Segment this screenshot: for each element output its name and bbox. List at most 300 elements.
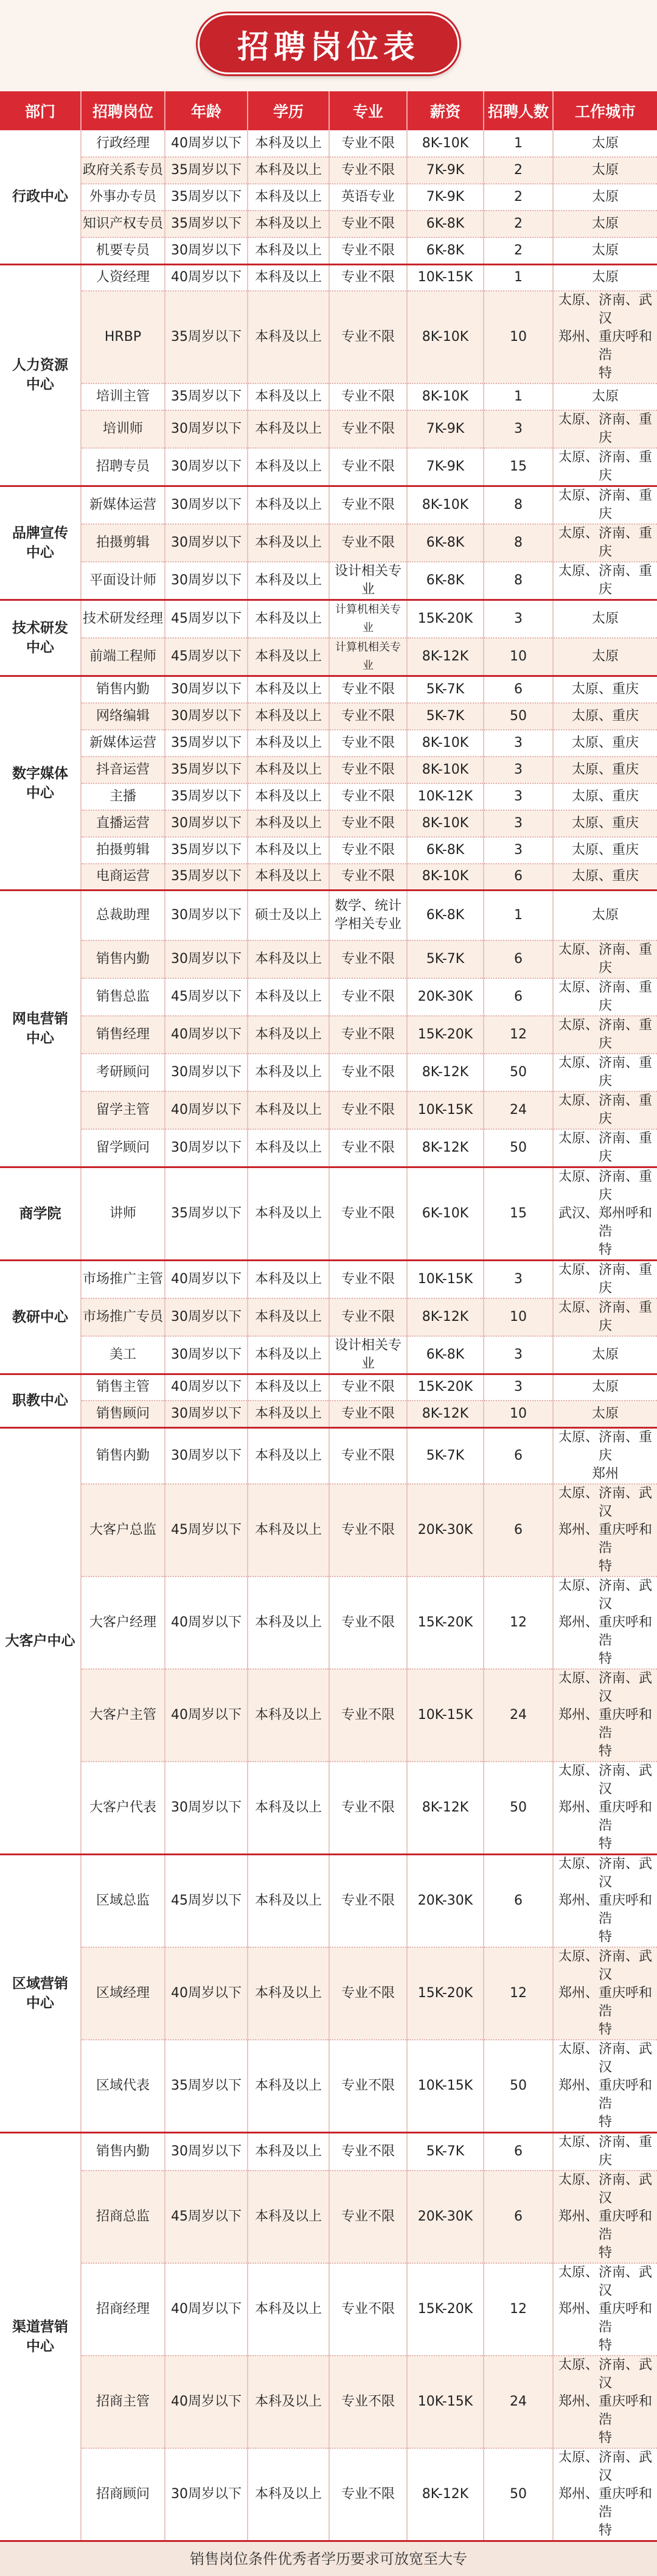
count-cell: 1 — [484, 891, 553, 940]
table-row — [0, 864, 657, 891]
page-title: 招聘岗位表 — [198, 13, 459, 74]
job-title-cell: 知识产权专员 — [81, 211, 165, 237]
education-cell: 本科及以上 — [248, 237, 329, 264]
count-cell: 10 — [484, 638, 553, 676]
major-cell: 专业不限 — [329, 211, 407, 237]
job-title-cell: 讲师 — [81, 1167, 165, 1260]
table-row — [0, 2171, 657, 2263]
major-cell: 设计相关专业 — [329, 1336, 407, 1374]
age-cell: 35周岁以下 — [165, 291, 248, 383]
major-cell: 专业不限 — [329, 1374, 407, 1401]
table-row — [0, 703, 657, 730]
age-cell: 40周岁以下 — [165, 1669, 248, 1762]
table-row — [0, 1762, 657, 1855]
count-cell: 6 — [484, 940, 553, 978]
job-title-cell: 销售主管 — [81, 1374, 165, 1401]
education-cell: 本科及以上 — [248, 600, 329, 639]
job-title-cell: 机要专员 — [81, 237, 165, 264]
salary-cell: 10K-15K — [407, 1091, 484, 1129]
count-cell: 6 — [484, 1484, 553, 1577]
salary-cell: 15K-20K — [407, 600, 484, 639]
education-cell: 本科及以上 — [248, 864, 329, 891]
major-cell: 专业不限 — [329, 264, 407, 291]
salary-cell: 10K-12K — [407, 783, 484, 810]
table-row — [0, 757, 657, 783]
education-cell: 本科及以上 — [248, 1336, 329, 1374]
city-cell: 太原 — [553, 891, 657, 940]
count-cell: 8 — [484, 486, 553, 525]
header-row — [0, 91, 657, 130]
job-title-cell: 区域经理 — [81, 1947, 165, 2040]
age-cell: 45周岁以下 — [165, 1854, 248, 1947]
education-cell: 本科及以上 — [248, 2171, 329, 2263]
salary-cell: 10K-15K — [407, 1669, 484, 1762]
job-title-cell: 拍摄剪辑 — [81, 524, 165, 562]
city-cell: 太原 — [553, 237, 657, 264]
city-cell: 太原、济南、武汉 郑州、重庆呼和浩 特 — [553, 2356, 657, 2448]
header-major: 专业 — [329, 91, 407, 130]
job-title-cell: 留学顾问 — [81, 1129, 165, 1167]
job-title-cell: 销售内勤 — [81, 1427, 165, 1484]
table-row — [0, 1016, 657, 1054]
age-cell: 40周岁以下 — [165, 1947, 248, 2040]
major-cell: 专业不限 — [329, 1427, 407, 1484]
count-cell: 6 — [484, 1427, 553, 1484]
city-cell: 太原、济南、重庆 — [553, 978, 657, 1016]
table-row — [0, 1167, 657, 1260]
age-cell: 35周岁以下 — [165, 211, 248, 237]
table-row — [0, 130, 657, 157]
education-cell: 硕士及以上 — [248, 891, 329, 940]
age-cell: 45周岁以下 — [165, 638, 248, 676]
age-cell: 30周岁以下 — [165, 237, 248, 264]
count-cell: 50 — [484, 703, 553, 730]
age-cell: 45周岁以下 — [165, 2171, 248, 2263]
major-cell: 专业不限 — [329, 2263, 407, 2356]
education-cell: 本科及以上 — [248, 1167, 329, 1260]
count-cell: 2 — [484, 211, 553, 237]
age-cell: 30周岁以下 — [165, 940, 248, 978]
education-cell: 本科及以上 — [248, 2448, 329, 2541]
major-cell: 专业不限 — [329, 1260, 407, 1298]
salary-cell: 6K-8K — [407, 562, 484, 600]
job-title-cell: 技术研发经理 — [81, 600, 165, 639]
education-cell: 本科及以上 — [248, 1669, 329, 1762]
major-cell: 专业不限 — [329, 1669, 407, 1762]
job-title-cell: 销售内勤 — [81, 2132, 165, 2171]
city-cell: 太原、济南、武汉 郑州、重庆呼和浩 特 — [553, 2448, 657, 2541]
education-cell: 本科及以上 — [248, 730, 329, 757]
table-row — [0, 1374, 657, 1401]
count-cell: 12 — [484, 1947, 553, 2040]
age-cell: 40周岁以下 — [165, 2356, 248, 2448]
header-salary: 薪资 — [407, 91, 484, 130]
city-cell: 太原 — [553, 1374, 657, 1401]
major-cell: 专业不限 — [329, 237, 407, 264]
job-title-cell: 考研顾问 — [81, 1054, 165, 1091]
major-cell: 专业不限 — [329, 940, 407, 978]
salary-cell: 7K-9K — [407, 410, 484, 448]
job-title-cell: 人资经理 — [81, 264, 165, 291]
city-cell: 太原、重庆 — [553, 730, 657, 757]
count-cell: 3 — [484, 1260, 553, 1298]
major-cell: 专业不限 — [329, 1091, 407, 1129]
age-cell: 30周岁以下 — [165, 2132, 248, 2171]
education-cell: 本科及以上 — [248, 1298, 329, 1336]
education-cell: 本科及以上 — [248, 184, 329, 211]
education-cell: 本科及以上 — [248, 2356, 329, 2448]
job-title-cell: 总裁助理 — [81, 891, 165, 940]
salary-cell: 6K-8K — [407, 237, 484, 264]
salary-cell: 10K-15K — [407, 2040, 484, 2133]
title-area — [0, 0, 657, 91]
salary-cell: 8K-10K — [407, 864, 484, 891]
major-cell: 专业不限 — [329, 1016, 407, 1054]
age-cell: 35周岁以下 — [165, 837, 248, 864]
job-title-cell: 培训主管 — [81, 383, 165, 410]
table-row — [0, 486, 657, 525]
salary-cell: 20K-30K — [407, 2171, 484, 2263]
salary-cell: 8K-10K — [407, 383, 484, 410]
count-cell: 10 — [484, 1401, 553, 1427]
salary-cell: 6K-8K — [407, 837, 484, 864]
job-title-cell: 区域总监 — [81, 1854, 165, 1947]
table-row — [0, 1054, 657, 1091]
age-cell: 30周岁以下 — [165, 2448, 248, 2541]
major-cell: 专业不限 — [329, 783, 407, 810]
education-cell: 本科及以上 — [248, 978, 329, 1016]
count-cell: 50 — [484, 1129, 553, 1167]
count-cell: 3 — [484, 810, 553, 837]
major-cell: 专业不限 — [329, 1854, 407, 1947]
salary-cell: 20K-30K — [407, 978, 484, 1016]
salary-cell: 7K-9K — [407, 157, 484, 184]
count-cell: 15 — [484, 1167, 553, 1260]
salary-cell: 8K-10K — [407, 291, 484, 383]
table-row — [0, 237, 657, 264]
age-cell: 35周岁以下 — [165, 864, 248, 891]
major-cell: 专业不限 — [329, 978, 407, 1016]
city-cell: 太原、济南、武汉 郑州、重庆呼和浩 特 — [553, 1762, 657, 1855]
salary-cell: 10K-15K — [407, 2356, 484, 2448]
age-cell: 30周岁以下 — [165, 676, 248, 703]
count-cell: 3 — [484, 410, 553, 448]
job-title-cell: 招商总监 — [81, 2171, 165, 2263]
major-cell: 专业不限 — [329, 1129, 407, 1167]
job-title-cell: 新媒体运营 — [81, 730, 165, 757]
department-cell: 网电营销 中心 — [0, 891, 81, 1167]
table-row — [0, 1484, 657, 1577]
job-title-cell: 招聘专员 — [81, 448, 165, 486]
city-cell: 太原、济南、重庆 — [553, 1091, 657, 1129]
education-cell: 本科及以上 — [248, 1054, 329, 1091]
table-row — [0, 600, 657, 639]
city-cell: 太原、济南、武汉 郑州、重庆呼和浩 特 — [553, 1669, 657, 1762]
job-title-cell: 电商运营 — [81, 864, 165, 891]
age-cell: 30周岁以下 — [165, 410, 248, 448]
count-cell: 6 — [484, 1854, 553, 1947]
job-title-cell: 拍摄剪辑 — [81, 837, 165, 864]
footer-note: 销售岗位条件优秀者学历要求可放宽至大专 — [0, 2542, 657, 2576]
city-cell: 太原 — [553, 638, 657, 676]
city-cell: 太原、济南、重庆 — [553, 1016, 657, 1054]
city-cell: 太原、济南、重庆 — [553, 410, 657, 448]
table-row — [0, 638, 657, 676]
count-cell: 24 — [484, 1669, 553, 1762]
department-cell: 职教中心 — [0, 1374, 81, 1427]
salary-cell: 20K-30K — [407, 1854, 484, 1947]
count-cell: 6 — [484, 864, 553, 891]
count-cell: 8 — [484, 524, 553, 562]
count-cell: 6 — [484, 676, 553, 703]
department-cell: 品牌宣传 中心 — [0, 486, 81, 600]
table-row — [0, 383, 657, 410]
age-cell: 40周岁以下 — [165, 1016, 248, 1054]
major-cell: 计算机相关专业 — [329, 600, 407, 639]
count-cell: 24 — [484, 1091, 553, 1129]
job-title-cell: 销售总监 — [81, 978, 165, 1016]
age-cell: 40周岁以下 — [165, 1374, 248, 1401]
header-job: 招聘岗位 — [81, 91, 165, 130]
education-cell: 本科及以上 — [248, 291, 329, 383]
education-cell: 本科及以上 — [248, 676, 329, 703]
header-city: 工作城市 — [553, 91, 657, 130]
major-cell: 专业不限 — [329, 730, 407, 757]
department-cell: 渠道营销 中心 — [0, 2132, 81, 2541]
salary-cell: 15K-20K — [407, 1016, 484, 1054]
education-cell: 本科及以上 — [248, 1260, 329, 1298]
age-cell: 40周岁以下 — [165, 130, 248, 157]
city-cell: 太原、济南、重庆 — [553, 524, 657, 562]
major-cell: 专业不限 — [329, 410, 407, 448]
count-cell: 12 — [484, 1016, 553, 1054]
major-cell: 专业不限 — [329, 2171, 407, 2263]
major-cell: 专业不限 — [329, 524, 407, 562]
city-cell: 太原 — [553, 600, 657, 639]
age-cell: 30周岁以下 — [165, 810, 248, 837]
age-cell: 45周岁以下 — [165, 1484, 248, 1577]
city-cell: 太原、重庆 — [553, 810, 657, 837]
city-cell: 太原、济南、武汉 郑州、重庆呼和浩 特 — [553, 1577, 657, 1669]
count-cell: 2 — [484, 184, 553, 211]
salary-cell: 5K-7K — [407, 2132, 484, 2171]
table-row — [0, 1401, 657, 1427]
department-cell: 商学院 — [0, 1167, 81, 1260]
job-title-cell: 美工 — [81, 1336, 165, 1374]
age-cell: 35周岁以下 — [165, 783, 248, 810]
job-title-cell: 留学主管 — [81, 1091, 165, 1129]
major-cell: 英语专业 — [329, 184, 407, 211]
salary-cell: 6K-10K — [407, 1167, 484, 1260]
education-cell: 本科及以上 — [248, 783, 329, 810]
major-cell: 专业不限 — [329, 291, 407, 383]
age-cell: 40周岁以下 — [165, 264, 248, 291]
education-cell: 本科及以上 — [248, 703, 329, 730]
education-cell: 本科及以上 — [248, 810, 329, 837]
count-cell: 50 — [484, 1762, 553, 1855]
table-row — [0, 264, 657, 291]
city-cell: 太原、济南、武汉 郑州、重庆呼和浩 特 — [553, 1854, 657, 1947]
education-cell: 本科及以上 — [248, 448, 329, 486]
job-title-cell: 抖音运营 — [81, 757, 165, 783]
table-body — [0, 130, 657, 2541]
job-title-cell: 销售内勤 — [81, 676, 165, 703]
count-cell: 8 — [484, 562, 553, 600]
city-cell: 太原、济南、武汉 郑州、重庆呼和浩 特 — [553, 1947, 657, 2040]
table-row — [0, 837, 657, 864]
table-row — [0, 1260, 657, 1298]
table-row — [0, 211, 657, 237]
table-row — [0, 1854, 657, 1947]
count-cell: 3 — [484, 837, 553, 864]
count-cell: 10 — [484, 291, 553, 383]
age-cell: 35周岁以下 — [165, 2040, 248, 2133]
salary-cell: 8K-10K — [407, 757, 484, 783]
salary-cell: 15K-20K — [407, 1374, 484, 1401]
age-cell: 30周岁以下 — [165, 1427, 248, 1484]
salary-cell: 15K-20K — [407, 1947, 484, 2040]
count-cell: 1 — [484, 264, 553, 291]
table-row — [0, 291, 657, 383]
header-dept: 部门 — [0, 91, 81, 130]
education-cell: 本科及以上 — [248, 1016, 329, 1054]
major-cell: 专业不限 — [329, 1947, 407, 2040]
city-cell: 太原、济南、重庆 — [553, 486, 657, 525]
major-cell: 专业不限 — [329, 157, 407, 184]
education-cell: 本科及以上 — [248, 837, 329, 864]
count-cell: 3 — [484, 757, 553, 783]
age-cell: 35周岁以下 — [165, 757, 248, 783]
major-cell: 专业不限 — [329, 1577, 407, 1669]
count-cell: 12 — [484, 1577, 553, 1669]
count-cell: 3 — [484, 600, 553, 639]
age-cell: 40周岁以下 — [165, 1577, 248, 1669]
city-cell: 太原、重庆 — [553, 783, 657, 810]
age-cell: 30周岁以下 — [165, 486, 248, 525]
education-cell: 本科及以上 — [248, 562, 329, 600]
age-cell: 45周岁以下 — [165, 978, 248, 1016]
header-education: 学历 — [248, 91, 329, 130]
count-cell: 3 — [484, 1336, 553, 1374]
major-cell: 专业不限 — [329, 2356, 407, 2448]
salary-cell: 7K-9K — [407, 184, 484, 211]
department-cell: 大客户中心 — [0, 1427, 81, 1854]
table-row — [0, 783, 657, 810]
salary-cell: 8K-10K — [407, 130, 484, 157]
header-age: 年龄 — [165, 91, 248, 130]
education-cell: 本科及以上 — [248, 1129, 329, 1167]
major-cell: 专业不限 — [329, 676, 407, 703]
city-cell: 太原、济南、重庆 — [553, 562, 657, 600]
age-cell: 35周岁以下 — [165, 383, 248, 410]
table-row — [0, 891, 657, 940]
salary-cell: 10K-15K — [407, 264, 484, 291]
count-cell: 1 — [484, 383, 553, 410]
education-cell: 本科及以上 — [248, 383, 329, 410]
job-table — [0, 91, 657, 2542]
education-cell: 本科及以上 — [248, 2132, 329, 2171]
table-row — [0, 410, 657, 448]
city-cell: 太原、重庆 — [553, 837, 657, 864]
age-cell: 30周岁以下 — [165, 562, 248, 600]
salary-cell: 8K-12K — [407, 2448, 484, 2541]
salary-cell: 5K-7K — [407, 676, 484, 703]
job-title-cell: 大客户总监 — [81, 1484, 165, 1577]
department-cell: 技术研发 中心 — [0, 600, 81, 676]
salary-cell: 15K-20K — [407, 2263, 484, 2356]
salary-cell: 8K-12K — [407, 1401, 484, 1427]
city-cell: 太原、济南、武汉 郑州、重庆呼和浩 特 — [553, 2263, 657, 2356]
age-cell: 30周岁以下 — [165, 448, 248, 486]
salary-cell: 8K-12K — [407, 1129, 484, 1167]
table-row — [0, 1336, 657, 1374]
table-row — [0, 157, 657, 184]
job-title-cell: 招商主管 — [81, 2356, 165, 2448]
city-cell: 太原、重庆 — [553, 757, 657, 783]
major-cell: 专业不限 — [329, 837, 407, 864]
city-cell: 太原 — [553, 130, 657, 157]
city-cell: 太原 — [553, 1401, 657, 1427]
education-cell: 本科及以上 — [248, 410, 329, 448]
major-cell: 专业不限 — [329, 130, 407, 157]
department-cell: 行政中心 — [0, 130, 81, 264]
major-cell: 专业不限 — [329, 1167, 407, 1260]
city-cell: 太原、济南、重庆 — [553, 448, 657, 486]
major-cell: 专业不限 — [329, 2132, 407, 2171]
salary-cell: 8K-12K — [407, 1054, 484, 1091]
city-cell: 太原、济南、重庆 — [553, 1054, 657, 1091]
job-title-cell: 直播运营 — [81, 810, 165, 837]
education-cell: 本科及以上 — [248, 1091, 329, 1129]
table-row — [0, 2263, 657, 2356]
table-row — [0, 2356, 657, 2448]
salary-cell: 6K-8K — [407, 211, 484, 237]
major-cell: 专业不限 — [329, 1298, 407, 1336]
table-row — [0, 1577, 657, 1669]
table-row — [0, 524, 657, 562]
count-cell: 3 — [484, 730, 553, 757]
count-cell: 6 — [484, 978, 553, 1016]
salary-cell: 7K-9K — [407, 448, 484, 486]
job-title-cell: 销售内勤 — [81, 940, 165, 978]
salary-cell: 8K-10K — [407, 730, 484, 757]
age-cell: 30周岁以下 — [165, 891, 248, 940]
age-cell: 30周岁以下 — [165, 524, 248, 562]
age-cell: 40周岁以下 — [165, 2263, 248, 2356]
salary-cell: 8K-12K — [407, 638, 484, 676]
salary-cell: 6K-8K — [407, 524, 484, 562]
major-cell: 专业不限 — [329, 2040, 407, 2133]
education-cell: 本科及以上 — [248, 757, 329, 783]
salary-cell: 8K-10K — [407, 486, 484, 525]
city-cell: 太原 — [553, 264, 657, 291]
count-cell: 1 — [484, 130, 553, 157]
age-cell: 30周岁以下 — [165, 1298, 248, 1336]
count-cell: 10 — [484, 1298, 553, 1336]
age-cell: 30周岁以下 — [165, 1054, 248, 1091]
city-cell: 太原、济南、重庆 — [553, 940, 657, 978]
job-title-cell: 大客户经理 — [81, 1577, 165, 1669]
city-cell: 太原、济南、武汉 郑州、重庆呼和浩 特 — [553, 291, 657, 383]
table-row — [0, 1091, 657, 1129]
job-title-cell: 主播 — [81, 783, 165, 810]
major-cell: 专业不限 — [329, 1484, 407, 1577]
major-cell: 专业不限 — [329, 448, 407, 486]
education-cell: 本科及以上 — [248, 1401, 329, 1427]
count-cell: 3 — [484, 1374, 553, 1401]
city-cell: 太原、济南、重庆 武汉、郑州呼和浩 特 — [553, 1167, 657, 1260]
count-cell: 50 — [484, 2040, 553, 2133]
